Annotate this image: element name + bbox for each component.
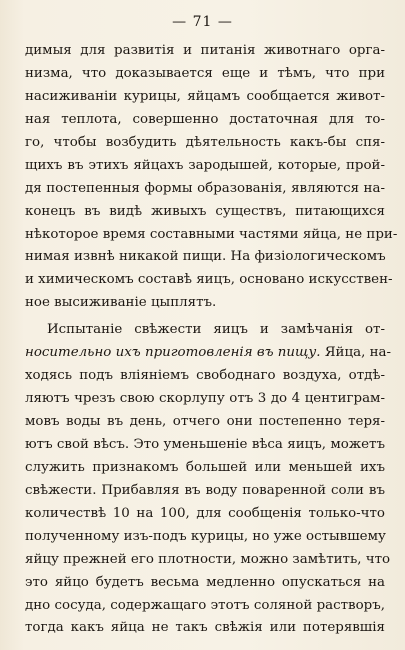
text-line: димыя для развитія и питанія животнаго орга- <box>25 43 385 58</box>
text-line: тогда какъ яйца не такъ свѣжія или потерявшія <box>25 620 385 636</box>
text-line: служить признакомъ большей или меньшей ихъ <box>25 459 385 475</box>
body-text <box>25 40 398 640</box>
text-line: количествѣ 10 на 100, для сообщенія только-что <box>25 505 385 521</box>
text-line: ное высиживаніе цыплятъ. <box>25 295 217 311</box>
section-heading-line <box>25 342 392 365</box>
text-line: дно сосуда, содержащаго этотъ соляной растворъ, <box>25 597 385 613</box>
text-line: яйцу прежней его плотности, можно замѣтить, что <box>25 551 391 567</box>
text-line: нимая извнѣ никакой пищи. На физіологическомъ <box>25 249 386 265</box>
section-heading-italic: носительно ихъ приготовленія въ пищу. <box>25 345 321 361</box>
section-heading-continuation: Яйца, на- <box>320 345 392 361</box>
text-line: мовъ воды въ день, отчего они постепенно теря- <box>25 414 385 429</box>
text-line: свѣжести. Прибавляя въ воду поваренной соли въ <box>25 482 385 498</box>
text-line: и химическомъ составѣ яицъ, основано искусствен- <box>25 272 393 288</box>
section-heading-line: Испытаніе свѣжести яицъ и замѣчанія от- <box>47 322 385 338</box>
text-line: нѣкоторое время составными частями яйца, не при- <box>25 226 398 242</box>
text-line: низма, что доказывается еще и тѣмъ, что при <box>25 65 385 81</box>
text-line: ютъ свой вѣсъ. Это уменьшеніе вѣса яицъ, можетъ <box>25 436 385 452</box>
text-line: конецъ въ видѣ живыхъ существъ, питающихся <box>25 203 385 219</box>
text-line: это яйцо будетъ весьма медленно опускаться на <box>25 574 385 590</box>
text-line: полученному изъ-подъ курицы, но уже остывшему <box>25 528 386 544</box>
text-line: ная теплота, совершенно достаточная для то- <box>25 111 385 127</box>
text-line: ляютъ чрезъ свою скорлупу отъ 3 до 4 центиграм- <box>25 391 385 407</box>
text-line: ходясь подъ вліяніемъ свободнаго воздуха, отдѣ- <box>25 368 385 384</box>
text-line: насиживаніи курицы, яйцамъ сообщается живот- <box>25 88 385 104</box>
text-line: дя постепенныя формы образованія, являются на- <box>25 180 385 196</box>
page-number: — 71 — <box>172 14 233 30</box>
text-line: щихъ въ этихъ яйцахъ зародышей, которые, прой- <box>25 157 385 173</box>
text-line: го, чтобы возбудить дѣятельность какъ-бы спя- <box>25 134 385 150</box>
